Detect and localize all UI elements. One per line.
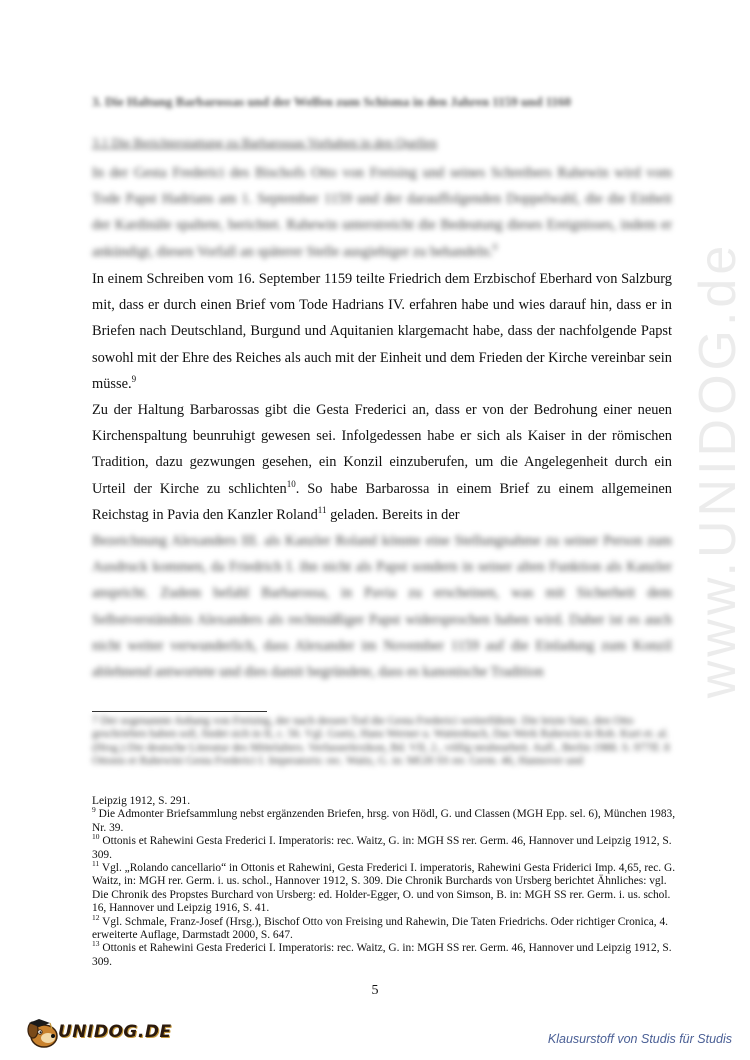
footnote-ref-9: 9	[131, 374, 137, 385]
footnote-text: Vgl. Schmale, Franz-Josef (Hrsg.), Bischof Otto von Freising und Rahewin, Die Taten Friedrichs. Oder richtiger Cronica, 4. erweiterte Auflage, Darmstadt 2000, S. 647.	[92, 915, 669, 942]
footnote-text: Ottonis et Rahewini Gesta Frederici I. Imperatoris: rec. Waitz, G. in: MGH SS rer. Germ. 46, Hannover und Leipzig 1912, S. 309.	[92, 942, 672, 968]
paragraph-1-text: In einem Schreiben vom 16. September 1159 teilte Friedrich dem Erzbischof Eberhard von Salzburg mit, dass er durch einen Brief vom Tode Hadrians IV. erfahren habe und wies darauf hin, dass er in Briefen nach Deutschland, Burgund und Aquitanien klargemacht habe, dass der nachfolgende Papst sowohl mit der Ehre des Reiches als auch mit der Einheit und dem Frieden der Kirche vereinbar sein müsse.	[92, 271, 672, 392]
footnote-number: 10	[92, 832, 100, 842]
footnote-divider	[92, 711, 267, 712]
blurred-paragraph-2: Bezeichnung Alexanders III. als Kanzler Roland könnte eine Stellungnahme zu seiner Person zum Ausdruck kommen, da Friedrich I. ihn nicht als Papst sondern in seiner alten Funktion als Kanzler anspricht. Zudem befahl Barbarossa, in Pavia zu erscheinen, was mit Sicherheit dem Selbstverständnis Alexanders als rechtmäßiger Papst widersprochen haben wird. Daher ist es auch nicht weiter verwunderlich, dass Alexander im November 1159 auf die Einladung zum Konzil ablehnend antwortete und dies damit begründete, dass es kanonische Tradition	[92, 533, 672, 681]
page-number: 5	[371, 983, 379, 998]
footnote	[92, 912, 682, 943]
footnote	[92, 795, 682, 808]
blurred-footnotes: 7 Der sogenannte Anhang von Freising, der nach dessen Tod die Gesta Frederici weiterführte. Die letzte Satz, den Otto geschrieben haben soll, findet sich in II, c. 56. Vgl. Goetz, Hans Werner u. Wattenbach, Das Werk Rahewin in Rob. Kurt et. al. (Hrsg.) Die deutsche Literatur des Mittelalters. Verfasserlexikon, Bd. VII, 2., völlig neubearbeit. Aufl., Berlin 1988. S. 977ff. 8 Ottonis et Rahewini Gesta Frederici I. Imperatoris: rec. Waitz, G. in: MGH SS rer. Germ. 46, Hannover und	[92, 715, 670, 768]
footnote	[92, 939, 682, 969]
footnote-text: Ottonis et Rahewini Gesta Frederici I. Imperatoris: rec. Waitz, G. in: MGH SS rer. Germ. 46, Hannover und Leipzig 1912, S. 309.	[92, 835, 672, 861]
footnotes	[92, 715, 682, 969]
footnote-ref-11: 11	[317, 505, 327, 516]
footnote-text: Vgl. „Rolando cancellario“ in Ottonis et Rahewini, Gesta Frederici I. imperatoris, Rahewini Gesta Friderici Imp. 4,65, rec. G. Waitz, in: MGH rer. Germ. i. us. schol., Hannover 1912, S. 309. Die Chronik Burchards von Ursberg berichtet Ähnliches: vgl. Die Chronik des Propstes Burchard von Ursberg: ed. Holder-Egger, O. und von Simson, B. in: MGH SS rer. Germ. i. us. schol. 16, Hannover und Leipzig 1916, S. 41.	[92, 862, 676, 915]
paragraph-2-text-c: geladen. Bereits in der	[326, 506, 460, 523]
footnote-text: Die Admonter Briefsammlung nebst ergänzenden Briefen, hrsg. von Hödl, G. und Classen (MGH Epp. sel. 6), München 1983, Nr. 39.	[92, 808, 676, 834]
footnote-number: 13	[92, 939, 100, 949]
paragraph-2	[92, 397, 672, 528]
footnote	[92, 805, 682, 835]
subsection-heading: 3.1 Die Berichterstattung zu Barbarossas Vorhaben in den Quellen	[92, 135, 438, 150]
footnote-number: 9	[92, 805, 96, 815]
footnote	[92, 832, 682, 862]
section-heading: 3. Die Haltung Barbarossas und der Welfen zum Schisma in den Jahren 1159 und 1160	[92, 94, 572, 109]
unidog-logo[interactable]	[24, 1016, 172, 1050]
footnote-ref-10: 10	[286, 478, 296, 489]
paragraph-1	[92, 266, 672, 397]
footnote-number: 11	[92, 859, 100, 869]
paragraph-2-text-b: . So habe Barbarossa in einem Brief zu einem allgemeinen Reichstag in Pavia den Kanzler Roland	[92, 480, 672, 523]
footnote-number: 12	[92, 912, 100, 922]
watermark: www.UNIDOG.de	[689, 241, 747, 699]
blurred-paragraph-1	[92, 160, 672, 265]
footnote	[92, 859, 682, 916]
slogan: Klausurstoff von Studis für Studis	[547, 1032, 732, 1046]
footnote-text: Leipzig 1912, S. 291.	[92, 795, 191, 807]
paragraph-2-text-a: Zu der Haltung Barbarossas gibt die Gesta Frederici an, dass er von der Bedrohung einer neuen Kirchenspaltung beunruhigt gewesen sei. Infolgedessen habe er sich als Kaiser in der römischen Tradition, dazu gezwungen gesehen, ein Konzil einzuberufen, um die Angelegenheit durch ein Urteil der Kirche zu schlichten	[92, 402, 672, 497]
footnote-ref: 8	[492, 241, 498, 252]
blurred-paragraph-1-text: In der Gesta Frederici des Bischofs Otto von Freising und seines Schreibers Rahewin wird vom Tode Papst Hadrians am 1. September 1159 und der darauffolgenden Doppelwahl, die die Einheit der Kardinäle spaltete, berichtet. Rahewin unterstreicht die Bedeutung dieses Ereignisses, indem er ankündigt, diesen Vorfall an späterer Stelle ausgiebiger zu behandeln.	[92, 165, 672, 260]
logo-text: UNIDOG.DE	[58, 1022, 172, 1042]
